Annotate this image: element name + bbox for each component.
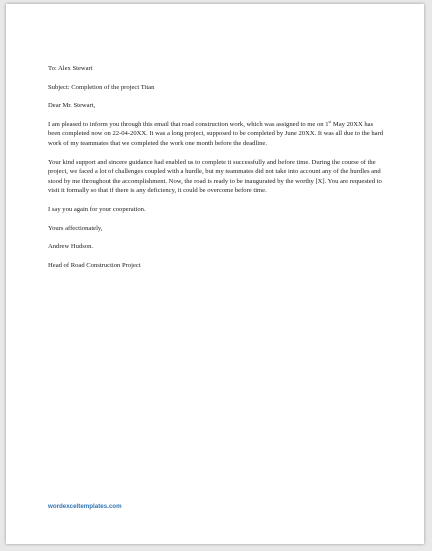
signature-name: Andrew Hudson. <box>48 243 94 251</box>
subject-line: Subject: Completion of the project Titan <box>48 83 155 91</box>
letter-body <box>48 64 386 279</box>
paragraph-1-text-a: I am pleased to inform you through this email that road construction work, which was assigned to me on 1 <box>48 120 329 128</box>
paragraph-1 <box>48 120 386 149</box>
letter-page <box>6 4 424 544</box>
paragraph-1-text-b: May 20XX has been completed now on 22-04-20XX. It was a long project, supposed to be completed by June 20XX. It was all due to the hard work of my teammates that we completed the work one month before the deadline. <box>48 120 384 147</box>
recipient-line: To: Alex Stewart <box>48 65 93 72</box>
salutation: Dear Mr. Stewart, <box>48 102 96 110</box>
ordinal-suffix: st <box>328 118 332 124</box>
signature-title: Head of Road Construction Project <box>48 261 141 269</box>
paragraph-2: Your kind support and sincere guidance had enabled us to complete it successfully and before time. During the course of the project, we faced a lot of challenges coupled with a hurdle, but my teammates did not take into account any of the hurdles and stood by me throughout the accomplishment. Now, the road is ready to be inaugurated by the worthy [X]. You are requested to visit it formally so that if there is any deficiency, it could be overcome before time. <box>48 158 382 195</box>
website-link[interactable]: wordexceltemplates.com <box>48 503 122 510</box>
paragraph-3: I say you again for your cooperation. <box>48 205 146 213</box>
closing: Yours affectionately, <box>48 224 103 232</box>
